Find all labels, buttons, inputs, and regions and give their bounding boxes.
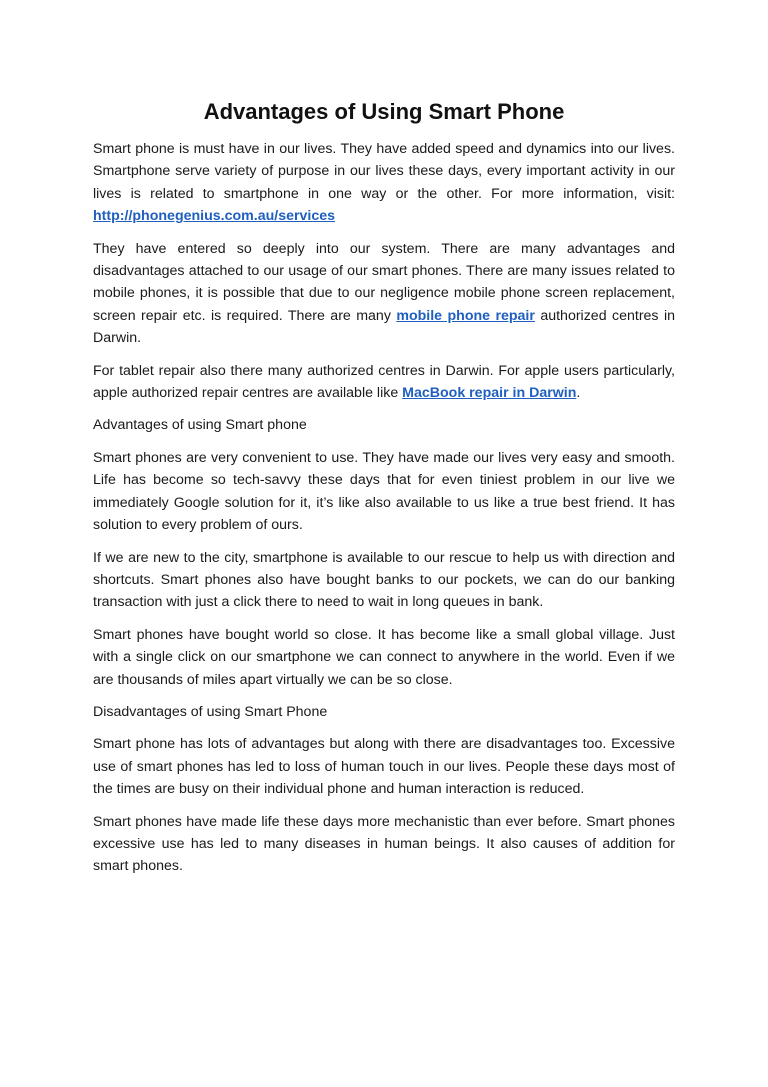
paragraph-world: Smart phones have bought world so close. It has become like a small global village. Just with a single click on our smartphone we can connect to anywhere in the world. Even if we are thousands of miles apart virtually we can be so close.: [93, 626, 675, 688]
paragraph-city: If we are new to the city, smartphone is available to our rescue to help us with direction and shortcuts. Smart phones also have bought banks to our pockets, we can do our banking transaction with just a click there to need to wait in long queues in bank.: [93, 549, 675, 611]
paragraph-tablet: [93, 360, 675, 405]
heading-disadvantages: Disadvantages of using Smart Phone: [93, 703, 328, 720]
paragraph-human-touch: Smart phone has lots of advantages but along with there are disadvantages too. Excessive use of smart phones has led to loss of human touch in our lives. People these days most of the times are busy on their individual phone and human interaction is reduced.: [93, 736, 675, 798]
paragraph-mechanistic: Smart phones have made life these days more mechanistic than ever before. Smart phones excessive use has led to many diseases in human beings. It also causes of addition for smart phones.: [93, 813, 675, 875]
document-page: [93, 92, 675, 888]
paragraph-tablet-text-before: For tablet repair also there many authorized centres in Darwin. For apple users particularly, apple authorized repair centres are available like: [93, 362, 675, 402]
paragraph-tablet-text-after: .: [576, 385, 581, 402]
document-title: Advantages of Using Smart Phone: [203, 99, 565, 124]
paragraph-system-text-before: They have entered so deeply into our system. There are many advantages and disadvantages attached to our usage of our smart phones. There are many issues related to mobile phones, it is possible that due to our negligence mobile phone screen replacement, screen repair etc. is required. There are many: [93, 240, 675, 324]
paragraph-system-text-after: authorized centres in Darwin.: [93, 307, 675, 347]
paragraph-intro: [93, 138, 675, 228]
paragraph-intro-text: Smart phone is must have in our lives. They have added speed and dynamics into our lives. Smartphone serve variety of purpose in our lives these days, every important activity in our lives is related to smartphone in one way or the other. For more information, visit:: [93, 141, 675, 202]
phonegenius-services-link[interactable]: http://phonegenius.com.au/services: [93, 208, 336, 225]
paragraph-convenient: Smart phones are very convenient to use. They have made our lives very easy and smooth. Life has become so tech-savvy these days that for even tiniest problem in our live we immediately Google solution for it, it’s like also available to us like a true best friend. It has solution to every problem of ours.: [93, 449, 675, 534]
paragraph-system: [93, 238, 675, 350]
macbook-repair-link[interactable]: MacBook repair in Darwin: [402, 385, 577, 402]
heading-advantages: Advantages of using Smart phone: [93, 417, 307, 434]
mobile-phone-repair-link[interactable]: mobile phone repair: [396, 307, 535, 324]
